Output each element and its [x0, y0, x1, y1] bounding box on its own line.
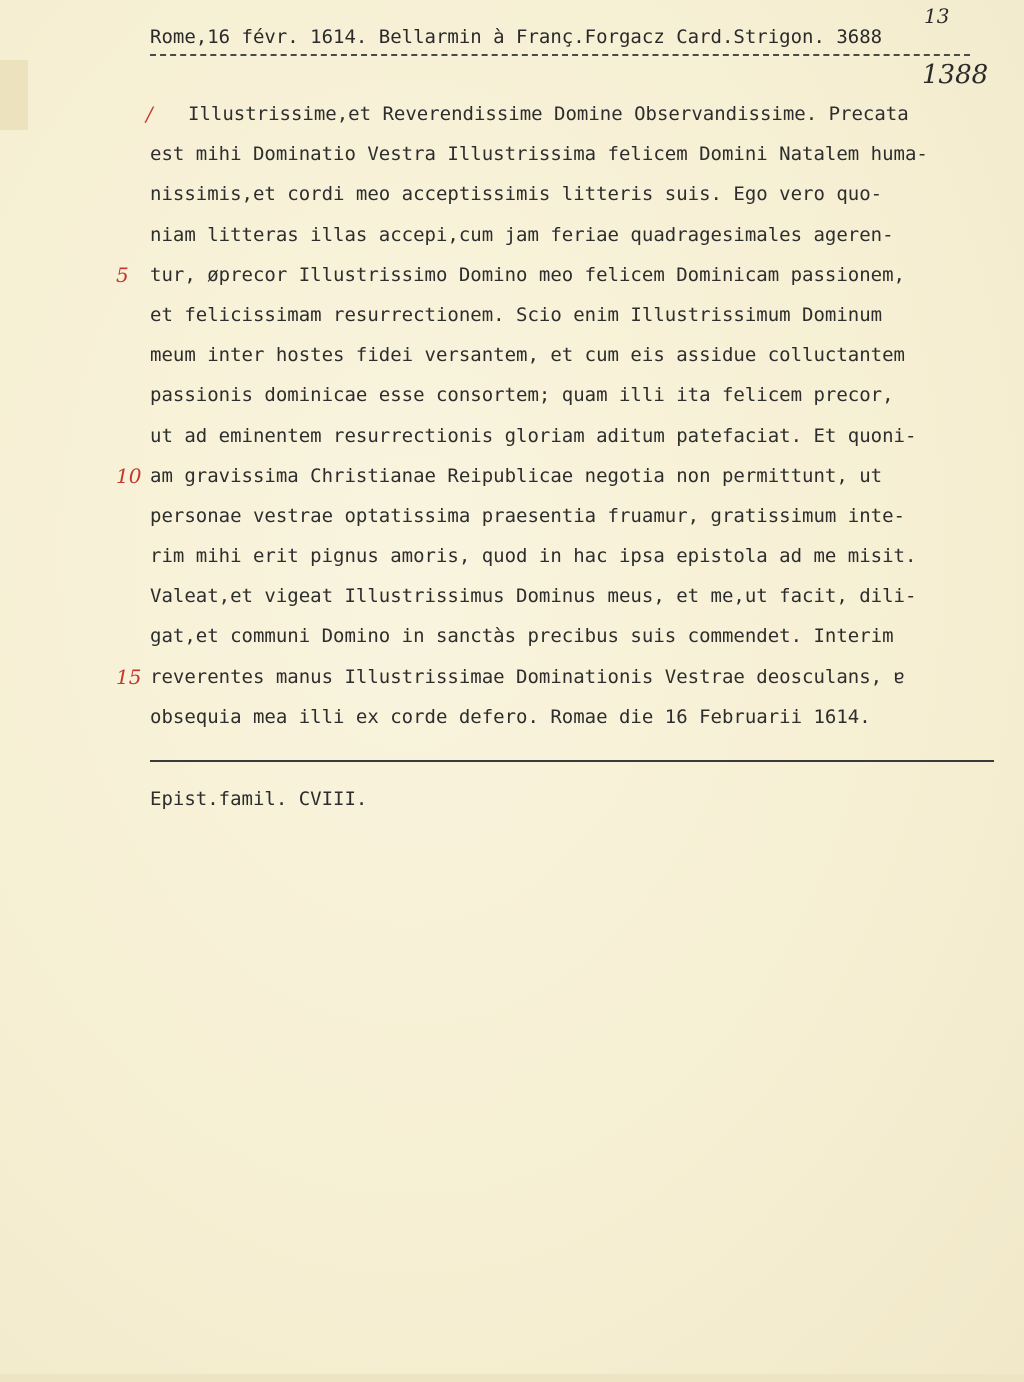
line-marker: 10 [116, 463, 142, 488]
letter-line [150, 337, 1000, 377]
letter-line [146, 96, 1000, 136]
line-text: gat,et communi Domino in sanctàs precibus suis commendet. Interim [150, 625, 894, 648]
line-text: et felicissimam resurrectionem. Scio enim Illustrissimum Dominum [150, 303, 883, 326]
line-text: obsequia mea illi ex corde defero. Romae die 16 Februarii 1614. [150, 705, 871, 728]
paper-edge-bottom [0, 1374, 1024, 1382]
line-marker: 15 [116, 664, 142, 689]
letter-line [150, 498, 1000, 538]
line-text: Illustrissime,et Reverendissime Domine Observandissime. Precata [188, 103, 909, 125]
letter-line [150, 217, 1000, 257]
letter-line [150, 136, 1000, 176]
line-text: est mihi Dominatio Vestra Illustrissima felicem Domini Natalem huma- [150, 143, 928, 166]
letter-line [116, 458, 1000, 498]
line-text: meum inter hostes fidei versantem, et cum eis assidue colluctantem [150, 344, 905, 367]
document-header: Rome,16 févr. 1614. Bellarmin à Franç.Forgacz Card.Strigon. 3688 [150, 26, 883, 48]
line-text: tur, øprecor Illustrissimo Domino meo felicem Dominicam passionem, [150, 263, 905, 286]
line-marker: / [146, 102, 153, 126]
letter-line [150, 618, 1000, 658]
letter-line [116, 659, 1000, 699]
letter-line [150, 538, 1000, 578]
line-text: personae vestrae optatissima praesentia fruamur, gratissimum inte- [150, 504, 905, 527]
line-marker: 5 [116, 262, 129, 287]
line-text: ut ad eminentem resurrectionis gloriam aditum patefaciat. Et quoni- [150, 424, 917, 447]
folio-number-upper: 13 [924, 4, 950, 28]
letter-line [150, 418, 1000, 458]
line-text: reverentes manus Illustrissimae Dominationis Vestrae deosculans, ɐ [150, 665, 905, 688]
line-text: niam litteras illas accepi,cum jam feriae quadragesimales ageren- [150, 223, 894, 246]
line-text: Valeat,et vigeat Illustrissimus Dominus meus, et me,ut facit, dili- [150, 585, 917, 608]
letter-line [150, 176, 1000, 216]
letter-line [150, 377, 1000, 417]
folio-number-lower: 1388 [922, 60, 989, 90]
letter-line [150, 297, 1000, 337]
line-text: nissimis,et cordi meo acceptissimis litteris suis. Ego vero quo- [150, 183, 883, 206]
line-text: rim mihi erit pignus amoris, quod in hac ipsa epistola ad me misit. [150, 545, 917, 568]
line-text: passionis dominicae esse consortem; quam illi ita felicem precor, [150, 384, 894, 407]
letter-body [116, 96, 1000, 739]
paper-edge-left [0, 60, 28, 130]
line-text: am gravissima Christianae Reipublicae negotia non permittunt, ut [150, 464, 883, 487]
letter-line [150, 578, 1000, 618]
closing-rule [150, 760, 994, 762]
letter-line [150, 699, 1000, 739]
source-footnote: Epist.famil. CVIII. [150, 788, 368, 810]
letter-line [116, 257, 1000, 297]
header-underline [150, 54, 970, 56]
